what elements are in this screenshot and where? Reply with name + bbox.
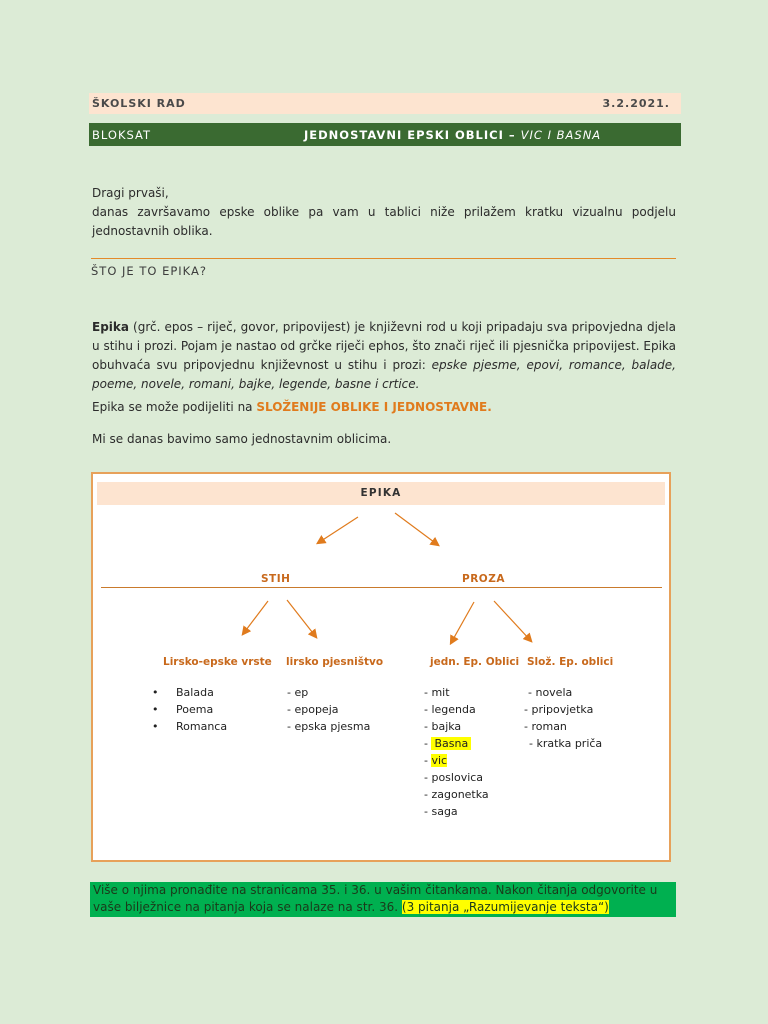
list-item: - vic	[424, 754, 448, 767]
subcategory-jednostavni: jedn. Ep. Oblici	[430, 656, 520, 668]
arrow-to-lirsko-pjesnistvo	[287, 600, 316, 637]
list-item: - kratka priča	[529, 737, 603, 750]
arrow-to-jednostavni	[451, 602, 474, 643]
list-item: • Romanca	[152, 720, 228, 733]
list-item: - mit	[424, 686, 450, 699]
section-title: ŠTO JE TO EPIKA?	[91, 264, 207, 278]
paragraph-epika: Epika (grč. epos – riječ, govor, pripovijest) je književni rod u koji pripadaju sva pripovjedna djela u stihu i prozi. Pojam je nastao od grčke riječi ephos, što znači riječ ili pjesnička pripovijest. Epika obuhvaća svu pripovjednu književnost u stihu i prozi: epske pjesme, epovi, romance, balade, poeme, novele, romani, bajke, legende, basne i crtice.	[92, 320, 676, 391]
list-item: - roman	[524, 720, 567, 733]
paragraph-division: Epika se može podijeliti na SLOŽENIJE OBLIKE I JEDNOSTAVNE.	[92, 400, 492, 414]
arrow-to-stih	[318, 517, 358, 543]
intro-greeting: Dragi prvaši,	[92, 186, 169, 200]
diagram-root: EPIKA	[97, 482, 665, 505]
list-slozeni	[524, 684, 602, 752]
subcategory-lirsko-pjesnistvo: lirsko pjesništvo	[286, 656, 384, 668]
page-title: JEDNOSTAVNI EPSKI OBLICI – VIC I BASNA	[304, 128, 602, 142]
list-item: - ep	[287, 686, 309, 699]
list-lirsko-pjesnistvo	[287, 684, 370, 735]
header-date: 3.2.2021.	[602, 97, 670, 110]
diagram-divider	[101, 587, 662, 588]
list-item: • Balada	[152, 686, 214, 699]
list-item: - epopeja	[287, 703, 339, 716]
list-jednostavni	[424, 684, 489, 820]
subcategory-slozeni: Slož. Ep. oblici	[527, 656, 614, 668]
category-stih: STIH	[261, 573, 291, 585]
list-item: - legenda	[424, 703, 476, 716]
instruction-note: Više o njima pronađite na stranicama 35. i 36. u vašim čitankama. Nakon čitanja odgovorite u vaše bilježnice na pitanja koja se nalaze na str. 36. (3 pitanja „Razumijevanje teksta“)	[90, 882, 676, 917]
category-proza: PROZA	[462, 573, 505, 585]
subheader-label: BLOKSAT	[92, 128, 151, 142]
header-label: ŠKOLSKI RAD	[92, 97, 186, 110]
arrow-to-slozeni	[494, 601, 531, 641]
list-item: - saga	[424, 805, 458, 818]
list-item: • Poema	[152, 703, 214, 716]
arrow-to-proza	[395, 513, 438, 545]
intro-body: danas završavamo epske oblike pa vam u tablici niže prilažem kratku vizualnu podjelu jednostavnih oblika.	[92, 205, 676, 238]
highlight-basna: Basna	[431, 737, 471, 750]
list-item: - Basna	[424, 735, 489, 752]
list-item: - pripovjetka	[524, 703, 594, 716]
list-item: - epska pjesma	[287, 720, 371, 733]
list-item: - novela	[528, 686, 573, 699]
subcategory-lirsko-epske: Lirsko-epske vrste	[163, 656, 272, 668]
list-lirsko-epske	[152, 684, 227, 735]
paragraph-today: Mi se danas bavimo samo jednostavnim oblicima.	[92, 432, 392, 446]
list-item: - zagonetka	[424, 788, 489, 801]
list-item: - bajka	[424, 720, 462, 733]
list-item: - poslovica	[424, 771, 484, 784]
highlight-vic: vic	[431, 754, 448, 767]
note-highlight: (3 pitanja „Razumijevanje teksta“)	[401, 900, 609, 914]
arrow-to-lirsko-epske	[243, 601, 268, 634]
